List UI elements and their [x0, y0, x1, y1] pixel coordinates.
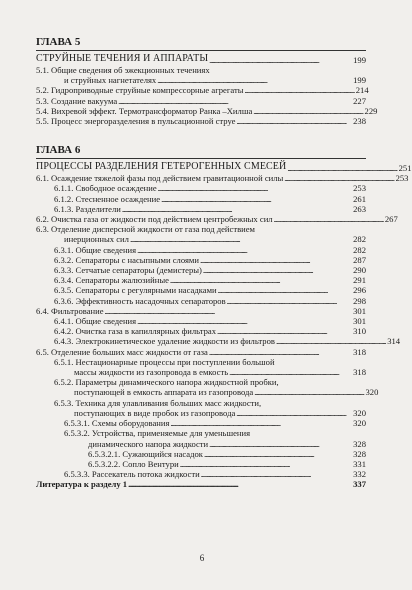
- chapter-5-rule: [36, 50, 366, 51]
- leader-dots: [105, 306, 351, 316]
- page-ref: 331: [353, 458, 366, 469]
- entry-text: 6.1.2. Стесненное осаждение: [54, 193, 161, 204]
- page-ref: 253: [395, 173, 409, 184]
- entry-text: 6.3. Отделение дисперсной жидкости от газа под действием: [36, 224, 255, 235]
- leader-dots: [137, 245, 351, 255]
- page-ref: 282: [353, 234, 366, 245]
- entry-text: 6.3.1. Общие сведения: [54, 244, 137, 255]
- entry-text: 5.3. Создание вакуума: [36, 95, 118, 106]
- toc-entry[interactable]: [36, 439, 366, 449]
- leader-dots: [229, 367, 351, 377]
- toc-entry[interactable]: [36, 387, 379, 398]
- toc-entry[interactable]: [36, 116, 366, 126]
- leader-dots: [170, 418, 351, 428]
- toc-entry[interactable]: [36, 306, 366, 316]
- page-ref: 310: [353, 326, 366, 337]
- page-ref: 328: [353, 448, 366, 459]
- leader-dots: [244, 85, 353, 95]
- page-number: 6: [199, 553, 205, 563]
- toc-entry[interactable]: [36, 377, 366, 387]
- toc-entry[interactable]: [36, 398, 366, 408]
- leader-dots: [157, 75, 351, 85]
- page-ref: 296: [353, 285, 366, 296]
- leader-dots: [209, 55, 351, 65]
- toc-page: [36, 36, 412, 490]
- toc-entry[interactable]: [36, 85, 369, 96]
- toc-entry[interactable]: [36, 367, 366, 377]
- leader-dots: [170, 275, 351, 285]
- chapter-6-title-text: ПРОЦЕССЫ РАЗДЕЛЕНИЯ ГЕТЕРОГЕННЫХ СМЕСЕЙ: [36, 161, 287, 173]
- leader-dots: [227, 296, 351, 306]
- chapter-6-rule: [36, 158, 366, 159]
- page-ref: 290: [353, 265, 366, 276]
- entry-text: 6.5.3. Техника для улавливания больших масс жидкости,: [54, 397, 262, 408]
- page-ref: 301: [353, 305, 366, 316]
- toc-entry[interactable]: [36, 418, 366, 428]
- entry-text: динамического напора жидкости: [88, 438, 209, 449]
- page-ref: 261: [353, 193, 366, 204]
- leader-dots: [161, 194, 351, 204]
- toc-entry[interactable]: [36, 255, 366, 265]
- leader-dots: [201, 469, 351, 479]
- entry-text: 6.5.3.2.2. Сопло Вентури: [88, 458, 179, 469]
- toc-entry[interactable]: [36, 224, 366, 234]
- page-ref: 337: [353, 479, 366, 490]
- toc-entry[interactable]: [36, 459, 366, 469]
- entry-text: 6.5.3.3. Рассекатель потока жидкости: [64, 469, 200, 480]
- toc-entry[interactable]: [36, 275, 366, 285]
- leader-dots: [204, 449, 351, 459]
- entry-text: 6.5.3.2. Устройства, применяемые для уменьшения: [64, 428, 251, 439]
- entry-text: Литература к разделу 1: [36, 479, 128, 490]
- leader-dots: [276, 336, 385, 346]
- leader-dots: [137, 316, 351, 326]
- page-ref: 287: [353, 254, 366, 265]
- entry-text: 6.5.3.2.1. Сужающийся насадок: [88, 448, 203, 459]
- toc-entry[interactable]: [36, 428, 366, 438]
- page-ref: 251: [398, 163, 412, 174]
- leader-dots: [236, 408, 351, 418]
- toc-entry[interactable]: [36, 296, 366, 306]
- leader-dots: [209, 347, 351, 357]
- entry-text: 6.5.1. Нестационарные процессы при поступлении большой: [54, 356, 275, 367]
- toc-entry[interactable]: [36, 285, 366, 295]
- toc-entry[interactable]: [36, 357, 366, 367]
- entry-text: 6.5. Отделение больших масс жидкости от газа: [36, 346, 208, 357]
- toc-entry[interactable]: [36, 326, 366, 336]
- entry-text: 6.1. Осаждение тяжелой фазы под действием гравитационной силы: [36, 173, 284, 184]
- leader-dots: [209, 439, 351, 449]
- page-ref: 318: [353, 367, 366, 378]
- entry-text: 6.3.4. Сепараторы жалюзийные: [54, 275, 169, 286]
- entry-text: 6.4. Фильтрование: [36, 305, 104, 316]
- entry-text: 6.3.6. Эффективность насадочных сепараторов: [54, 295, 226, 306]
- entry-text: поступающих в виде пробок из газопровода: [74, 407, 236, 418]
- page-ref: 314: [387, 336, 401, 347]
- leader-dots: [236, 116, 351, 126]
- entry-text: 5.1. Общие сведения об эжекционных течениях: [36, 65, 210, 75]
- leader-dots: [158, 183, 351, 193]
- entry-text: и струйных нагнетателях: [64, 75, 157, 86]
- leader-dots: [218, 285, 351, 295]
- toc-entry[interactable]: [36, 234, 366, 244]
- entry-text: 6.4.3. Электрокинетическое удаление жидкости из фильтров: [54, 336, 275, 347]
- entry-text: 6.3.3. Сетчатые сепараторы (демистеры): [54, 265, 202, 276]
- leader-dots: [128, 479, 351, 489]
- leader-dots: [217, 326, 351, 336]
- toc-entry[interactable]: [36, 408, 366, 418]
- page-ref: 238: [353, 116, 366, 127]
- page-ref: 229: [364, 105, 378, 116]
- leader-dots: [203, 265, 351, 275]
- page-ref: 214: [355, 85, 369, 96]
- leader-dots: [284, 173, 393, 183]
- toc-entry[interactable]: [36, 336, 401, 347]
- page-ref: 332: [353, 469, 366, 480]
- page-ref: 328: [353, 438, 366, 449]
- toc-entry[interactable]: [36, 204, 366, 214]
- chapter-5-heading: ГЛАВА 5: [36, 36, 81, 48]
- entry-text: инерционных сил: [64, 234, 129, 245]
- leader-dots: [180, 459, 351, 469]
- page-ref: 253: [353, 183, 366, 194]
- toc-entry[interactable]: [36, 183, 366, 193]
- entry-text: 6.5.3.1. Схемы оборудования: [64, 418, 170, 429]
- entry-text: 6.2. Очистка газа от жидкости под действием центробежных сил: [36, 214, 273, 225]
- leader-dots: [253, 106, 362, 116]
- entry-text: массы жидкости из газопровода в емкость: [74, 367, 229, 378]
- toc-entry[interactable]: [36, 316, 366, 326]
- toc-entry[interactable]: [36, 469, 366, 479]
- entry-text: 6.3.5. Сепараторы с регулярными насадками: [54, 285, 217, 296]
- toc-entry[interactable]: [36, 173, 409, 184]
- entry-text: 6.5.2. Параметры динамического напора жидкостной пробки,: [54, 377, 279, 388]
- page-ref: 267: [384, 214, 398, 225]
- leader-dots: [118, 96, 351, 106]
- page-ref: 298: [353, 295, 366, 306]
- entry-text: 5.2. Гидроприводные струйные компрессорные агрегаты: [36, 85, 244, 96]
- toc-entry[interactable]: [36, 96, 366, 106]
- toc-entry[interactable]: [36, 245, 366, 255]
- chapter-6-heading: ГЛАВА 6: [36, 144, 81, 157]
- entry-text: 5.5. Процесс энергоразделения в пульсационной струе: [36, 116, 236, 127]
- page-ref: 320: [353, 407, 366, 418]
- chapter-6-title[interactable]: [36, 161, 412, 174]
- toc-entry[interactable]: [36, 75, 366, 85]
- toc-entry-literature[interactable]: [36, 479, 366, 489]
- chapter-5-title-text: СТРУЙНЫЕ ТЕЧЕНИЯ И АППАРАТЫ: [36, 53, 209, 64]
- entry-text: 6.1.3. Разделители: [54, 203, 121, 214]
- leader-dots: [122, 204, 351, 214]
- page-ref: 318: [353, 346, 366, 357]
- toc-entry[interactable]: [36, 449, 366, 459]
- leader-dots: [274, 214, 383, 224]
- page-ref: 282: [353, 244, 366, 255]
- entry-text: 6.3.2. Сепараторы с насыпными слоями: [54, 254, 199, 265]
- toc-entry[interactable]: [36, 265, 366, 275]
- leader-dots: [200, 255, 351, 265]
- leader-dots: [130, 234, 351, 244]
- entry-text: 6.4.2. Очистка газа в капиллярных фильтрах: [54, 326, 216, 337]
- page-ref: 227: [353, 95, 366, 106]
- page-ref: 291: [353, 275, 366, 286]
- chapter-5-title[interactable]: [36, 53, 366, 65]
- toc-entry[interactable]: [36, 105, 378, 116]
- entry-text: 6.4.1. Общие сведения: [54, 316, 137, 327]
- toc-entry[interactable]: [36, 65, 366, 75]
- page-ref: 263: [353, 203, 366, 214]
- page-ref: 320: [353, 418, 366, 429]
- page-ref: 301: [353, 316, 366, 327]
- entry-text: поступающей в емкость аппарата из газопровода: [74, 387, 254, 398]
- entry-text: 5.4. Вихревой эффект. Термотрансформатор Ранка –Хилша: [36, 105, 253, 116]
- toc-entry[interactable]: [36, 194, 366, 204]
- page-ref: 199: [353, 54, 366, 65]
- page-ref: 320: [365, 387, 379, 398]
- toc-entry[interactable]: [36, 214, 398, 225]
- toc-entry[interactable]: [36, 347, 366, 357]
- leader-dots: [287, 163, 396, 173]
- leader-dots: [254, 387, 363, 397]
- entry-text: 6.1.1. Свободное осаждение: [54, 183, 157, 194]
- page-ref: 199: [353, 75, 366, 86]
